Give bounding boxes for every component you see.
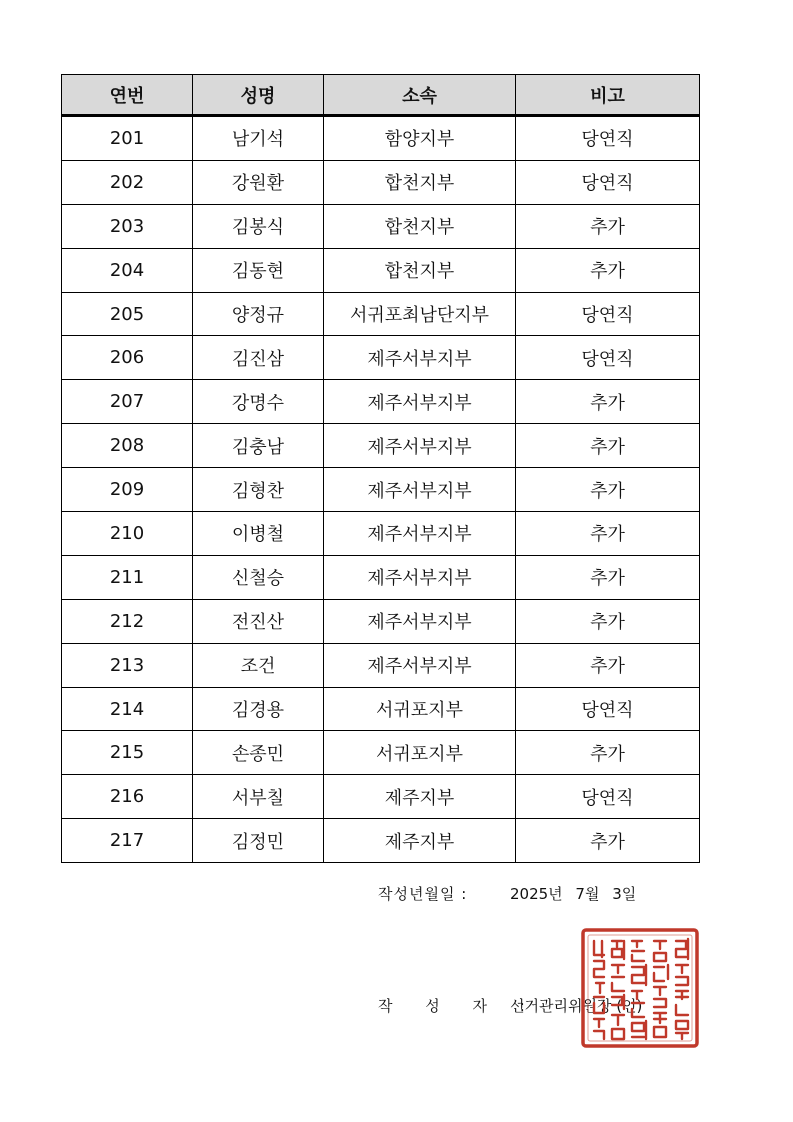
cell-affiliation: 제주서부지부 [324, 512, 516, 556]
cell-name: 신철승 [193, 555, 324, 599]
cell-number: 201 [62, 116, 193, 161]
table-row [62, 687, 700, 731]
date-value: 2025년 7월 3일 [510, 885, 637, 903]
cell-name: 김동현 [193, 248, 324, 292]
table-row [62, 643, 700, 687]
cell-number: 213 [62, 643, 193, 687]
cell-number: 205 [62, 292, 193, 336]
author-value: 선거관리위원장 (인) [510, 997, 643, 1015]
cell-note: 추가 [516, 643, 700, 687]
cell-affiliation: 제주서부지부 [324, 599, 516, 643]
table-row [62, 599, 700, 643]
cell-number: 215 [62, 731, 193, 775]
cell-affiliation: 합천지부 [324, 204, 516, 248]
cell-note: 당연직 [516, 336, 700, 380]
cell-number: 210 [62, 512, 193, 556]
table-row [62, 116, 700, 161]
header-note: 비고 [516, 75, 700, 116]
cell-number: 214 [62, 687, 193, 731]
cell-note: 당연직 [516, 775, 700, 819]
cell-name: 양정규 [193, 292, 324, 336]
table-row [62, 731, 700, 775]
cell-number: 202 [62, 160, 193, 204]
cell-name: 김진삼 [193, 336, 324, 380]
cell-name: 김경용 [193, 687, 324, 731]
header-number: 연번 [62, 75, 193, 116]
cell-note: 추가 [516, 512, 700, 556]
cell-number: 217 [62, 819, 193, 863]
cell-number: 206 [62, 336, 193, 380]
table-row [62, 160, 700, 204]
cell-number: 212 [62, 599, 193, 643]
cell-name: 이병철 [193, 512, 324, 556]
cell-number: 209 [62, 468, 193, 512]
cell-affiliation: 서귀포지부 [324, 687, 516, 731]
cell-name: 손종민 [193, 731, 324, 775]
cell-note: 추가 [516, 731, 700, 775]
cell-note: 추가 [516, 599, 700, 643]
cell-name: 서부칠 [193, 775, 324, 819]
table-row [62, 292, 700, 336]
cell-note: 추가 [516, 468, 700, 512]
table-row [62, 204, 700, 248]
table-row [62, 512, 700, 556]
roster-table [61, 74, 700, 863]
cell-affiliation: 제주서부지부 [324, 555, 516, 599]
cell-note: 당연직 [516, 116, 700, 161]
cell-name: 김봉식 [193, 204, 324, 248]
cell-affiliation: 합천지부 [324, 160, 516, 204]
table-row [62, 336, 700, 380]
table-row [62, 468, 700, 512]
cell-note: 추가 [516, 204, 700, 248]
cell-affiliation: 제주지부 [324, 775, 516, 819]
table-header-row [62, 75, 700, 116]
cell-name: 조건 [193, 643, 324, 687]
cell-number: 204 [62, 248, 193, 292]
cell-number: 211 [62, 555, 193, 599]
table-row [62, 424, 700, 468]
table-row [62, 555, 700, 599]
cell-affiliation: 제주서부지부 [324, 336, 516, 380]
cell-affiliation: 합천지부 [324, 248, 516, 292]
cell-note: 추가 [516, 380, 700, 424]
cell-name: 남기석 [193, 116, 324, 161]
cell-name: 김정민 [193, 819, 324, 863]
table-row [62, 380, 700, 424]
cell-note: 추가 [516, 424, 700, 468]
cell-note: 추가 [516, 555, 700, 599]
cell-name: 김형찬 [193, 468, 324, 512]
table-row [62, 248, 700, 292]
table-row [62, 819, 700, 863]
cell-note: 당연직 [516, 160, 700, 204]
cell-affiliation: 서귀포최남단지부 [324, 292, 516, 336]
cell-name: 강명수 [193, 380, 324, 424]
header-affiliation: 소속 [324, 75, 516, 116]
cell-note: 당연직 [516, 687, 700, 731]
cell-affiliation: 함양지부 [324, 116, 516, 161]
cell-affiliation: 제주지부 [324, 819, 516, 863]
header-name: 성명 [193, 75, 324, 116]
date-label: 작성년월일 : [378, 885, 468, 903]
author-label: 작 성 자 : [378, 997, 539, 1015]
cell-note: 추가 [516, 819, 700, 863]
cell-name: 전진산 [193, 599, 324, 643]
cell-note: 추가 [516, 248, 700, 292]
date-line [378, 883, 636, 904]
official-seal-icon [580, 927, 700, 1049]
cell-number: 207 [62, 380, 193, 424]
cell-name: 강원환 [193, 160, 324, 204]
cell-affiliation: 제주서부지부 [324, 424, 516, 468]
cell-affiliation: 제주서부지부 [324, 380, 516, 424]
cell-number: 203 [62, 204, 193, 248]
cell-name: 김충남 [193, 424, 324, 468]
table-body [62, 116, 700, 863]
cell-number: 208 [62, 424, 193, 468]
cell-affiliation: 제주서부지부 [324, 468, 516, 512]
table-row [62, 775, 700, 819]
cell-affiliation: 서귀포지부 [324, 731, 516, 775]
cell-affiliation: 제주서부지부 [324, 643, 516, 687]
cell-note: 당연직 [516, 292, 700, 336]
cell-number: 216 [62, 775, 193, 819]
